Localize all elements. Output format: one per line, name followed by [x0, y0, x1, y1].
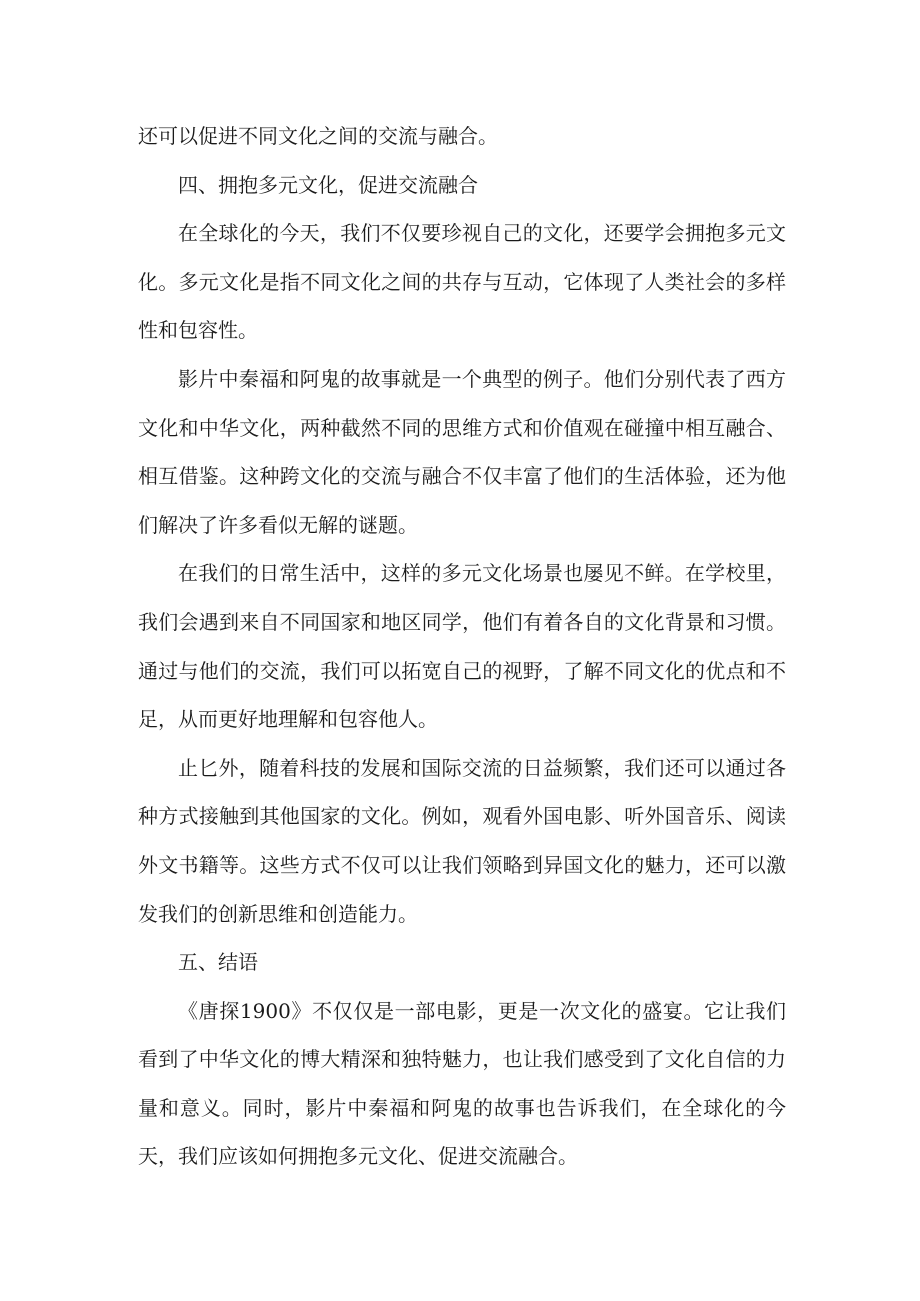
document-body	[138, 112, 786, 1181]
section-heading-five: 五、结语	[178, 950, 258, 975]
paragraph-continuation: 还可以促进不同文化之间的交流与融合。	[138, 124, 498, 148]
paragraph-daily-life: 在我们的日常生活中，这样的多元文化场景也屡见不鲜。在学校里，我们会遇到来自不同国家和地区同学，他们有着各自的文化背景和习惯。通过与他们的交流，我们可以拓宽自己的视野，了解不同文化的优点和不足，从而更好地理解和包容他人。	[138, 561, 786, 732]
paragraph-technology: 止匕外，随着科技的发展和国际交流的日益频繁，我们还可以通过各种方式接触到其他国家的文化。例如，观看外国电影、听外国音乐、阅读外文书籍等。这些方式不仅可以让我们领略到异国文化的魅力，还可以激发我们的创新思维和创造能力。	[138, 755, 786, 926]
paragraph-conclusion: 《唐探1900》不仅仅是一部电影，更是一次文化的盛宴。它让我们看到了中华文化的博大精深和独特魅力，也让我们感受到了文化自信的力量和意义。同时，影片中秦福和阿鬼的故事也告诉我们，在全球化的今天，我们应该如何拥抱多元文化、促进交流融合。	[138, 998, 786, 1169]
paragraph-globalization: 在全球化的今天，我们不仅要珍视自己的文化，还要学会拥抱多元文化。多元文化是指不同文化之间的共存与互动，它体现了人类社会的多样性和包容性。	[138, 221, 786, 343]
paragraph-film-example: 影片中秦福和阿鬼的故事就是一个典型的例子。他们分别代表了西方文化和中华文化，两种截然不同的思维方式和价值观在碰撞中相互融合、相互借鉴。这种跨文化的交流与融合不仅丰富了他们的生活体验，还为他们解决了许多看似无解的谜题。	[138, 366, 786, 537]
section-heading-four: 四、拥抱多元文化，促进交流融合	[178, 172, 478, 197]
